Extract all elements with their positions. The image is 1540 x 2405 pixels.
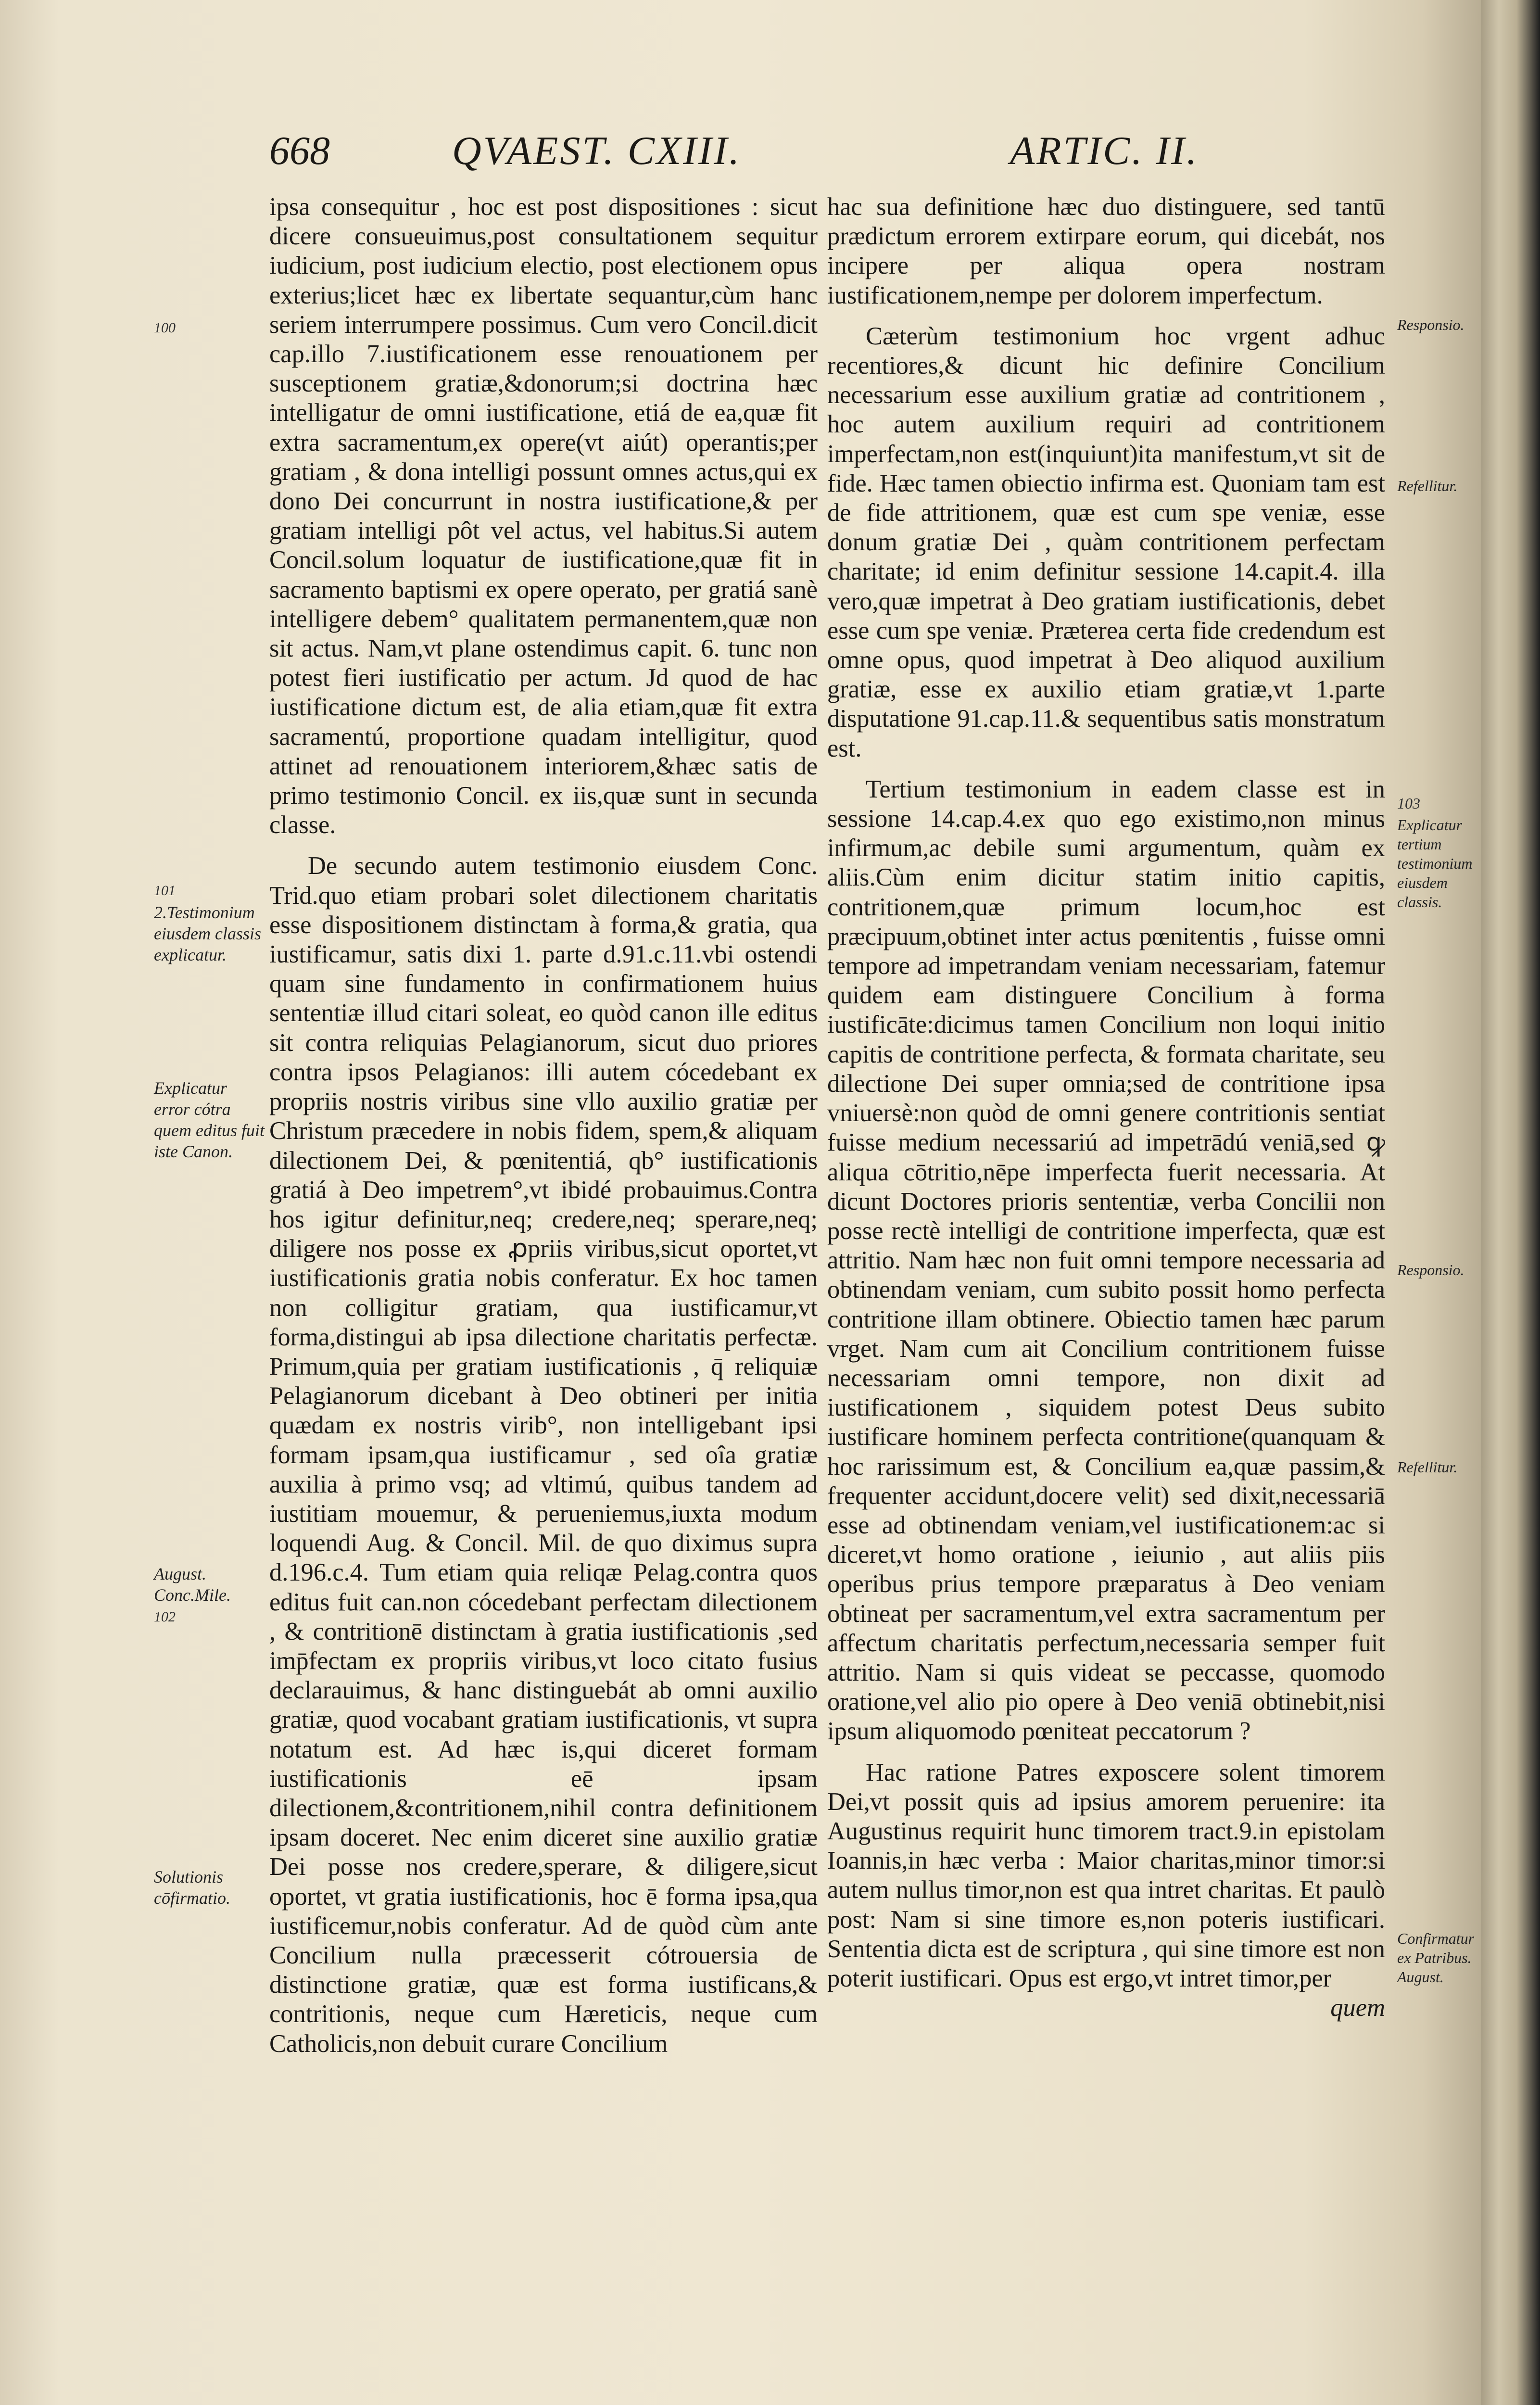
- paragraph: Cæterùm testimonium hoc vrgent adhuc recentiores,& dicunt hic definire Concilium necessarium esse auxilium gratiæ ad contritionem , hoc autem auxilium requiri ad contritionem imperfectam,non est(inquiunt)ita manifestum,vt sit de fide. Hæc tamen obiectio infirma est. Quoniam tam est de fide attritionem, quæ est cum spe veniæ, esse donum gratiæ Dei , quàm contritionem perfectam charitate; id enim definitur sessione 14.capit.4. illa vero,quæ impetrat à Deo gratiam iustificationis, debet esse cum spe veniæ. Præterea certa fide credendum est omne opus, quod impetrat à Deo aliquod auxilium gratiæ, esse ex auxilio etiam gratiæ,vt 1.parte disputatione 91.cap.11.& sequentibus satis monstratum est.: [827, 322, 1385, 762]
- margin-note: Responsio.: [1397, 1261, 1464, 1278]
- margin-note: Refellitur.: [1397, 477, 1458, 494]
- margin-number: 100: [154, 320, 176, 336]
- margin-note: Explicatur tertium testimonium eiusdem classis.: [1397, 816, 1473, 911]
- margin-note: 2.Testimonium eiusdem classis explicatur.: [154, 903, 261, 964]
- margin-note: Solutionis cōfirmatio.: [154, 1867, 230, 1908]
- left-column: [269, 192, 818, 2059]
- margin-number: 103: [1397, 795, 1420, 812]
- margin-note: August. Conc.Mile.: [154, 1564, 231, 1605]
- question-title: QVAEST. CXIII.: [452, 128, 742, 173]
- article-title: ARTIC. II.: [1010, 128, 1199, 173]
- paragraph: hac sua definitione hæc duo distinguere, sed tantū prædictum errorem extirpare eorum, qui dicebát, nos incipere per aliqua opera nostram iustificationem,nempe per dolorem imperfectum.: [827, 193, 1385, 309]
- margin-note: Refellitur.: [1397, 1458, 1458, 1476]
- page-number: 668: [269, 128, 330, 173]
- paragraph: ipsa consequitur , hoc est post dispositiones : sicut dicere consueuimus,post consultationem sequitur iudicium, post iudicium electio, post electionem opus exterius;licet hæc ex libertate sequantur,cùm hanc seriem interrumpere possimus. Cum vero Concil.dicit cap.illo 7.iustificationem esse renouationem per susceptionem gratiæ,&donorum;si doctrina hæc intelligatur de omni iustificatione, etiá de ea,quæ fit extra sacramentum,ex opere(vt aiút) operantis;per gratiam , & dona intelligi possunt omnes actus,qui ex dono Dei concurrunt in nostra iustificatione,& per gratiam intelligi pôt vel actus, vel habitus.Si autem Concil.solum loquatur de iustificatione,quæ fit in sacramento baptismi ex opere operato, per gratiá sanè intelligere debem° qualitatem permanentem,quæ non sit actus. Nam,vt plane ostendimus capit. 6. tunc non potest fieri iustificatio per actum. Jd quod de hac iustificatione dictum est, de alia etiam,quæ fit extra sacramentú, proportione quadam intelligitur, quod attinet ad renouationem interiorem,&hæc satis de primo testimonio Concil. ex iis,quæ sunt in secunda classe.: [269, 193, 818, 839]
- margin-note: Explicatur error cótra quem editus fuit iste Canon.: [154, 1078, 265, 1161]
- right-column: [827, 192, 1385, 2023]
- catchword: quem: [1330, 1994, 1385, 2022]
- running-head: [269, 127, 1400, 180]
- paragraph: Tertium testimonium in eadem classe est in sessione 14.cap.4.ex quo ego existimo,non minus infirmum,ac debile sumi argumentum, quàm ex aliis.Cùm enim dicitur statim initio capitis, contritionem,quæ primum locum,hoc est præcipuum,obtinet inter actus pœnitentis , fuisse omni tempore ad impetrandam veniam necessariam, fatemur quidem eam distinguere Concilium à forma iustificāte:dicimus tamen Concilium non loqui initio capitis de contritione perfecta, & formata charitate, seu dilectione Dei super omnia;sed de contritione ipsa vniuersè:non quòd de omni genere contritionis sentiat fuisse medium necessariú ad impetrādú veniā,sed ꝙ aliqua cōtritio,nēpe imperfecta fuerit necessaria. At dicunt Doctores prioris sententiæ, verba Concilii non posse rectè intelligi de contritione imperfecta, quæ est attritio. Nam hæc non fuit omni tempore necessaria ad obtinendam veniam, cum subito possit homo perfecta contritione illam obtinere. Obiectio tamen hæc parum vrget. Nam cum ait Concilium contritionem fuisse necessariam omni tempore, non dixit ad iustificationem , siquidem potest Deus subito iustificare hominem perfecta contritione(quanquam & hoc rarissimum est, & Concilium ea,quæ passim,& frequenter accidunt,docere velit) sed dixit,necessariā esse ad obtinendam veniam,vel iustificationem:ac si diceret,vt homo oratione , ieiunio , aut aliis piis operibus prius tempore præparatus à Deo veniam obtineat per sacramentum,vel extra sacramentum per affectum charitatis perfectum,necessaria semper fuit attritio. Nam si quis videat se peccasse, quomodo oratione,vel alio pio opere à Deo veniā obtinebit,nisi ipsum aliquomodo pœniteat peccatorum ?: [827, 775, 1385, 1746]
- facing-page-edge: [1481, 0, 1540, 2405]
- margin-note: Confirmatur ex Patribus. August.: [1397, 1930, 1475, 1986]
- margin-number: 101: [154, 883, 176, 899]
- paragraph: Hac ratione Patres exposcere solent timorem Dei,vt possit quis ad ipsius amorem peruenire: ita Augustinus requirit hunc timorem tract.9.in epistolam Ioannis,in hæc verba : Maior charitas,minor timor:si autem nullus timor,non est qua intret charitas. Et paulò post: Nam si sine timore es,non poteris iustificari. Sententia dicta est de scriptura , qui sine timore est non poterit iustificari. Opus est ergo,vt intret timor,per: [827, 1758, 1385, 1992]
- margin-number: 102: [154, 1609, 176, 1625]
- paragraph: De secundo autem testimonio eiusdem Conc. Trid.quo etiam probari solet dilectionem charitatis esse dispositionem distinctam à forma,& gratia, qua iustificamur, satis dixi 1. parte d.91.c.11.vbi ostendi quam sine fundamento in confirmationem huius sententiæ illud citari soleat, eo quòd canon ille editus sit contra reliquias Pelagianorum, sicut duo priores contra ipsos Pelagianos: illi autem cócedebant ex propriis nostris viribus sine vllo auxilio gratiæ per Christum præcedere in nobis fidem, spem,& aliquam dilectionem Dei, & pœnitentiá, qb° iustificationis gratiá à Deo impetrem°,vt ibidé probauimus.Contra hos igitur definitur,neq; credere,neq; sperare,neq; diligere nos posse ex ꝓpriis viribus,sicut oportet,vt iustificationis gratia nobis conferatur. Ex hoc tamen non colligitur gratiam, qua iustificamur,vt forma,distingui ab ipsa dilectione charitatis perfectæ. Primum,quia per gratiam iustificationis , q̄ reliquiæ Pelagianorum dicebant à Deo obtineri per initia quædam ex nostris virib°, non intelligebant ipsi formam ipsam,qua iustificamur , sed oîa gratiæ auxilia à primo vsq; ad vltimú, quibus tandem ad iustitiam mouemur, & perueniemus,iuxta modum loquendi Aug. & Concil. Mil. de quo diximus supra d.196.c.4. Tum etiam quia reliqæ Pelag.contra quos editus fuit can.non cócedebant perfectam dilectionem , & contritionē distinctam à gratia iustificationis ,sed imp̄fectam ex propriis viribus,vt loco citato fusius declarauimus, & hanc distinguebát ab omni auxilio gratiæ, quod vocabant gratiam iustificationis, vt supra notatum est. Ad hæc is,qui diceret formam iustificationis eē ipsam dilectionem,&contritionem,nihil contra definitionem ipsam doceret. Nec enim diceret sine auxilio gratiæ Dei posse nos credere,sperare, & diligere,sicut oportet, vt gratia iustificationis, hoc ē forma ipsa,qua iustificemur,nobis conferatur. Ad de quòd cùm ante Concilium nulla præcesserit cótrouersia de distinctione gratiæ, quæ est forma iustificans,& contritionis, neque cum Hæreticis, neque cum Catholicis,non debuit curare Concilium: [269, 852, 818, 2058]
- margin-note: Responsio.: [1397, 316, 1464, 333]
